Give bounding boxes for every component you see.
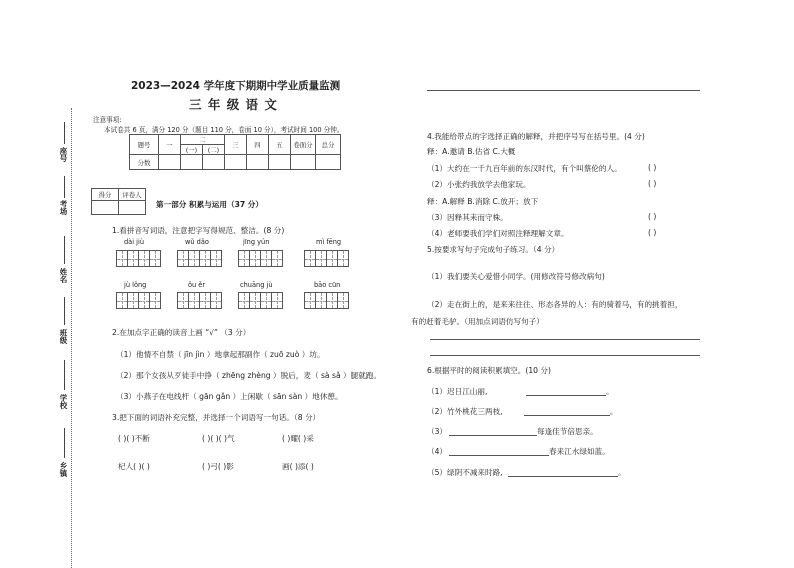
school-line [64, 360, 65, 390]
q2-line-1: （1）他情不自禁（ jīn jìn ）地拿起那副作（ zuō zuò ）坊。 [116, 350, 325, 359]
score-subcol: (一) [181, 145, 203, 155]
q6-tail-5: 。 [618, 468, 626, 477]
q1-pinyin-6: ǒu ěr [188, 281, 206, 289]
q3-word-6: 画( )添( ) [282, 462, 314, 471]
q5-item-1: （1）我们要关心爱惜小同学。(用修改符号修改病句) [427, 272, 605, 281]
q1-box-3[interactable] [238, 250, 282, 267]
score-cell[interactable] [291, 155, 316, 170]
exam-title: 2023—2024 学年度下期期中学业质量监测 [131, 80, 341, 92]
q6-blank-5[interactable] [508, 476, 618, 477]
score-row-label: 分数 [130, 155, 159, 170]
q2-line-2: （2）那个女孩从歹徒手中挣（ zhēng zhèng ）脱后，麦（ sà sǎ ）腿就跑。 [116, 371, 381, 380]
side-label-town: 乡镇 [59, 462, 68, 477]
grader-score-cell[interactable] [92, 201, 119, 215]
q4-item-3: （3）因释其耒而守株。 [427, 213, 508, 222]
q1-pinyin-7: chuāng jù [240, 281, 273, 289]
q4-answer-3[interactable]: ( ) [648, 212, 657, 221]
q4-options-1: 释：A.邀请 B.估省 C.大概 [427, 147, 516, 156]
class-line [64, 297, 65, 325]
grader-score-label: 得分 [92, 189, 119, 201]
q4-item-2: （2）小张约我放学去他家玩。 [427, 180, 531, 189]
grader-table [91, 188, 146, 215]
q6-tail-4: 春来江水绿如蓝。 [549, 447, 610, 456]
q6-blank-1[interactable] [526, 395, 606, 396]
q1-box-5[interactable] [116, 292, 160, 309]
side-label-school: 学校 [59, 394, 68, 409]
q4-answer-2[interactable]: ( ) [648, 179, 657, 188]
score-cell[interactable] [225, 155, 247, 170]
q1-pinyin-3: jīng yún [243, 238, 270, 246]
q1-pinyin-4: mì fēng [316, 238, 342, 246]
side-label-name: 姓名 [59, 268, 68, 283]
q4-item-1: （1）大约在一千九百年前的东汉时代，有个叫蔡伦的人。 [427, 164, 622, 173]
q4-item-4: （4）老师要我们学们对照注释理解文章。 [427, 229, 569, 238]
q2-line-3: （3）小燕子在电线杆（ gān gǎn ）上闲歇（ sān sàn ）地休憩。 [116, 392, 343, 401]
binding-line [71, 108, 72, 568]
score-cell[interactable] [203, 155, 225, 170]
q2-title: 2.在加点字正确的读音上画 “√” （3 分） [112, 328, 251, 337]
grader-name-label: 评卷人 [119, 189, 146, 201]
score-col: 三 [225, 135, 247, 155]
score-cell[interactable] [247, 155, 269, 170]
score-subcol: (二) [203, 145, 225, 155]
score-cell[interactable] [159, 155, 181, 170]
q3-word-2: ( )( )( )气 [202, 434, 235, 443]
score-col: 总分 [316, 135, 341, 155]
q3-word-1: ( )( )不断 [118, 434, 150, 443]
q6-tail-3: 每逢佳节倍思亲。 [537, 427, 598, 436]
score-col: 二 [181, 135, 225, 145]
score-cell[interactable] [181, 155, 203, 170]
q1-box-7[interactable] [238, 292, 282, 309]
q4-answer-4[interactable]: ( ) [648, 228, 657, 237]
part1-title: 第一部分 积累与运用（37 分） [156, 200, 263, 209]
q5-item-2b: 有的赶着毛驴。（用加点词语仿写句子） [411, 317, 544, 326]
top-rule [427, 90, 700, 91]
q4-options-2: 释：A.解释 B.消除 C.放开；放下 [427, 197, 539, 206]
score-col: 五 [269, 135, 291, 155]
q4-title: 4.我能给带点的字选择正确的解释，并把序号写在括号里。(4 分) [427, 132, 645, 141]
q6-tail-2: 。 [610, 407, 618, 416]
q3-word-5: ( )弓( )影 [202, 462, 234, 471]
q1-box-2[interactable] [177, 250, 221, 267]
score-cell[interactable] [316, 155, 341, 170]
room-line [64, 176, 65, 198]
q1-pinyin-5: jù lǒng [124, 281, 147, 289]
q6-item-1: （1）迟日江山丽, [427, 387, 488, 396]
notes-text: 本试卷共 6 页，满分 120 分（题目 110 分，卷面 10 分），考试时间 100 分钟。 [104, 126, 344, 134]
score-col: 四 [247, 135, 269, 155]
score-col: 一 [159, 135, 181, 155]
q5-answer-line-1[interactable] [430, 339, 700, 340]
seat-line [64, 122, 65, 144]
q1-pinyin-8: bāo cūn [314, 281, 341, 289]
name-line [64, 236, 65, 264]
score-col: 卷面分 [291, 135, 316, 155]
q6-title: 6.根据平时的阅读积累填空。(10 分) [427, 366, 551, 375]
q1-box-1[interactable] [116, 250, 160, 267]
q1-pinyin-2: wǔ dǎo [185, 238, 209, 246]
grader-name-cell[interactable] [119, 201, 146, 215]
q3-title: 3.把下面的词语补充完整，并选择一个词语写一句话。（8 分） [112, 413, 321, 422]
side-label-class: 班级 [59, 329, 68, 344]
notes-label: 注意事项: [93, 116, 122, 124]
side-label-seat: 座号 [59, 147, 68, 162]
q6-blank-2[interactable] [524, 415, 610, 416]
q6-item-4: （4） [427, 447, 448, 456]
subject-title: 三 年 级 语 文 [189, 97, 278, 112]
q1-box-4[interactable] [304, 250, 348, 267]
q6-tail-1: 。 [606, 387, 614, 396]
q5-answer-line-2[interactable] [430, 355, 700, 356]
q5-item-2a: （2）走在街上的，是来来往往、形态各异的人：有的骑着马，有的挑着担， [427, 300, 683, 309]
q5-title: 5.按要求写句子完成句子练习。（4 分） [427, 245, 560, 254]
q6-item-2: （2）竹外桃花三两枝, [427, 407, 503, 416]
side-label-room: 考场 [59, 200, 68, 215]
q3-word-4: 杞人( )( ) [118, 462, 150, 471]
score-table [129, 134, 341, 170]
score-cell[interactable] [269, 155, 291, 170]
q1-box-6[interactable] [177, 292, 221, 309]
score-table-header: 题号 [130, 135, 159, 155]
q6-item-5: （5）绿阴不减来时路, [427, 468, 503, 477]
q6-blank-4[interactable] [449, 455, 549, 456]
q1-box-8[interactable] [304, 292, 348, 309]
q1-title: 1.看拼音写词语，注意把字写得规范、整洁。(8 分) [112, 226, 285, 235]
q6-item-3: （3） [427, 427, 448, 436]
town-line [64, 428, 65, 458]
q3-word-3: ( )耀( )采 [282, 434, 314, 443]
q6-blank-3[interactable] [449, 435, 537, 436]
q4-answer-1[interactable]: ( ) [648, 163, 657, 172]
q1-pinyin-1: dài jiù [124, 238, 144, 246]
